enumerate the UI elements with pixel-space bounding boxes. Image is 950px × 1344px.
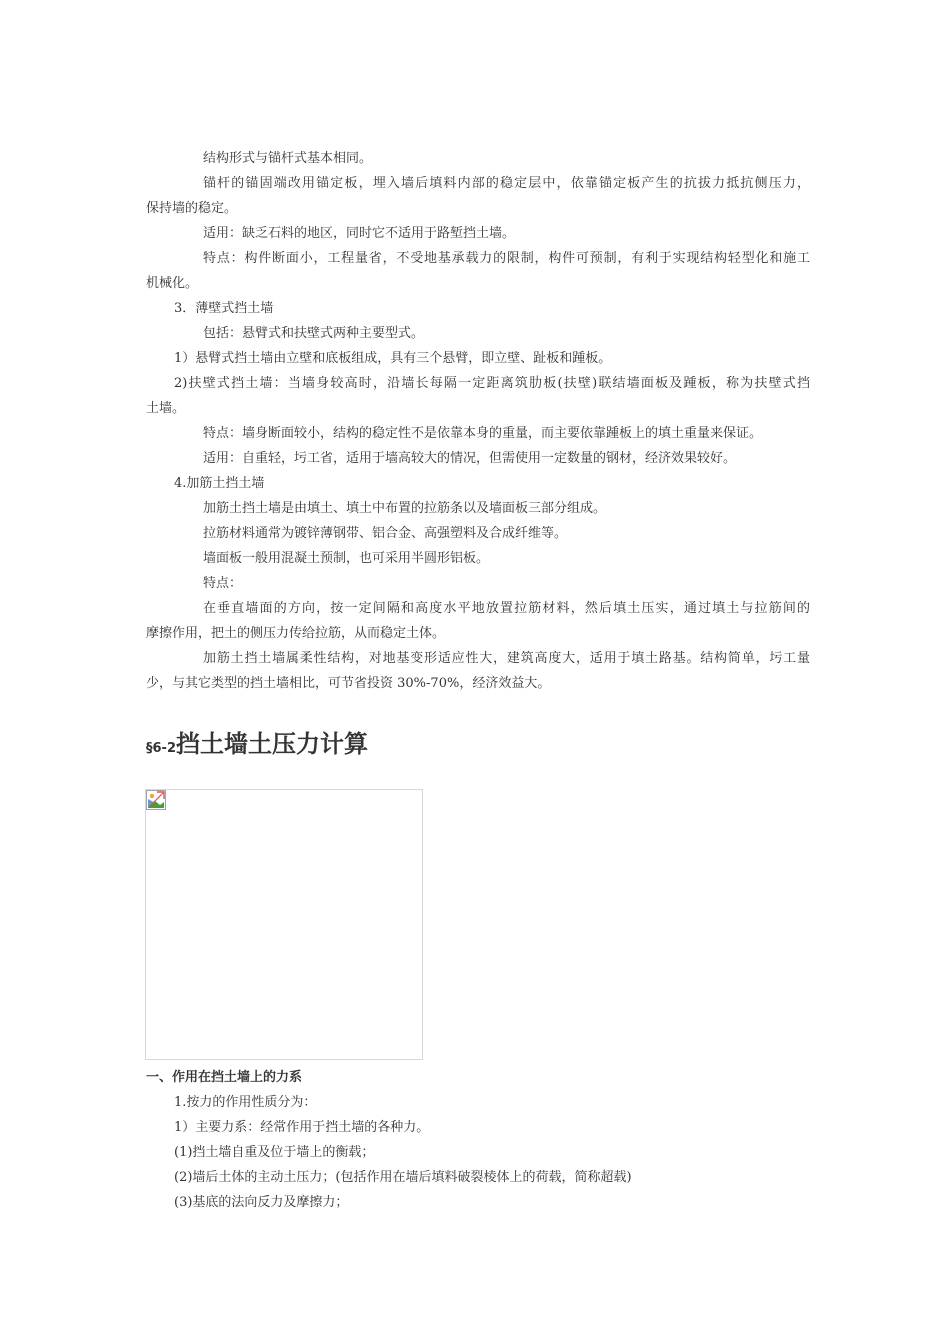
heading-title: 挡土墙土压力计算 xyxy=(176,730,368,758)
paragraph-line: 保持墙的稳定。 xyxy=(146,201,238,216)
paragraph-line: 1）主要力系：经常作用于挡土墙的各种力。 xyxy=(174,1120,430,1135)
paragraph-line: 摩擦作用，把土的侧压力传给拉筋，从而稳定土体。 xyxy=(146,626,446,641)
paragraph-line: 2)扶壁式挡土墙：当墙身较高时，沿墙长每隔一定距离筑肋板(扶壁)联结墙面板及踵板，称为扶壁式挡 xyxy=(174,376,810,391)
paragraph-line: 土墙。 xyxy=(146,401,186,416)
paragraph-line: (2)墙后土体的主动土压力；(包括作用在墙后填料破裂棱体上的荷载，简称超载) xyxy=(174,1170,632,1185)
paragraph-line: 在垂直墙面的方向，按一定间隔和高度水平地放置拉筋材料，然后填土压实，通过填土与拉筋间的 xyxy=(203,601,810,616)
paragraph-line: 墙面板一般用混凝土预制，也可采用半圆形铝板。 xyxy=(203,551,490,566)
paragraph-line: 特点：墙身断面较小，结构的稳定性不是依靠本身的重量，而主要依靠踵板上的填土重量来保证。 xyxy=(203,426,763,441)
paragraph-line: 结构形式与锚杆式基本相同。 xyxy=(203,151,373,166)
paragraph-line: 特点： xyxy=(203,576,243,591)
paragraph-line: 加筋土挡土墙属柔性结构，对地基变形适应性大，建筑高度大，适用于填土路基。结构简单，圬工量 xyxy=(203,651,810,666)
section-title: 3．薄壁式挡土墙 xyxy=(174,301,274,316)
paragraph-line: 1）悬臂式挡土墙由立壁和底板组成，具有三个悬臂，即立壁、趾板和踵板。 xyxy=(174,351,612,366)
broken-image-icon xyxy=(146,790,166,810)
paragraph-line: (1)挡土墙自重及位于墙上的衡载； xyxy=(174,1145,375,1160)
section-title: 4.加筋土挡土墙 xyxy=(174,476,265,491)
paragraph-line: 特点：构件断面小，工程量省，不受地基承载力的限制，构件可预制，有利于实现结构轻型化和施工 xyxy=(203,251,810,266)
paragraph-line: 1.按力的作用性质分为： xyxy=(174,1095,317,1110)
paragraph-line: 包括：悬臂式和扶壁式两种主要型式。 xyxy=(203,326,425,341)
paragraph-line: 加筋土挡土墙是由填土、填土中布置的拉筋条以及墙面板三部分组成。 xyxy=(203,501,607,516)
paragraph-line: (3)基底的法向反力及摩擦力； xyxy=(174,1195,349,1210)
paragraph-line: 少，与其它类型的挡土墙相比，可节省投资 30%-70%，经济效益大。 xyxy=(146,676,551,691)
paragraph-line: 锚杆的锚固端改用锚定板，埋入墙后填料内部的稳定层中，依靠锚定板产生的抗拔力抵抗侧压力， xyxy=(203,176,810,191)
paragraph-line: 适用：自重轻，圬工省，适用于墙高较大的情况，但需使用一定数量的钢材，经济效果较好。 xyxy=(203,451,737,466)
paragraph-line: 适用：缺乏石料的地区，同时它不适用于路堑挡土墙。 xyxy=(203,226,516,241)
section-number: §6-2 xyxy=(146,741,176,756)
paragraph-line: 机械化。 xyxy=(146,276,199,291)
paragraph-line: 拉筋材料通常为镀锌薄钢带、铝合金、高强塑料及合成纤维等。 xyxy=(203,526,568,541)
forces-subheading: 一、作用在挡土墙上的力系 xyxy=(146,1070,303,1085)
chapter-heading xyxy=(146,724,368,764)
figure-placeholder xyxy=(145,789,423,1060)
